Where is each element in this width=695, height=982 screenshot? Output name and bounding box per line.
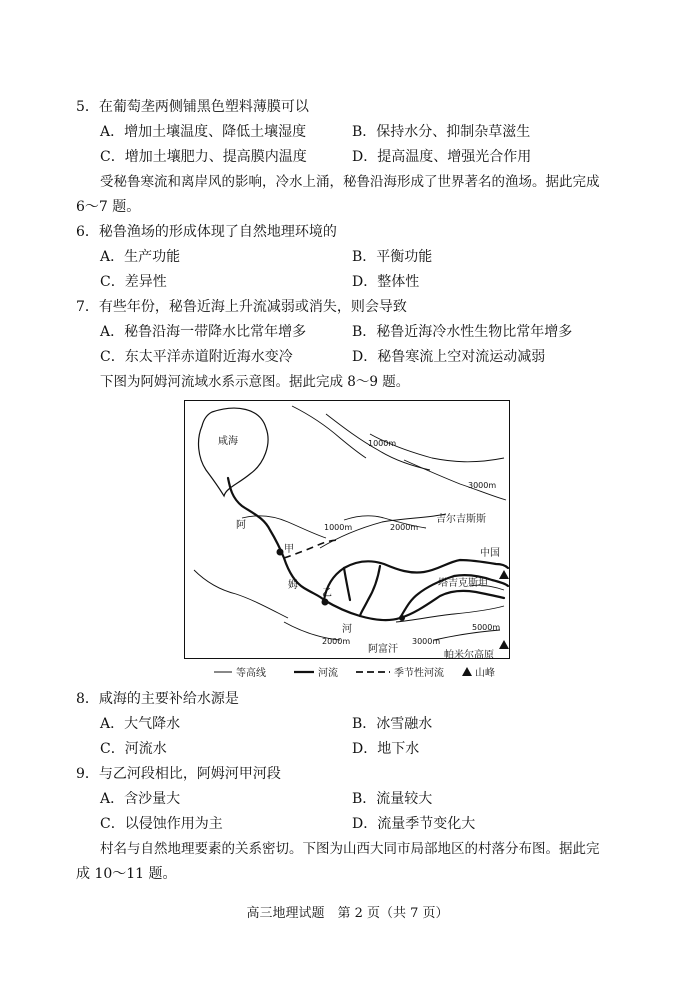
label-contour-3000-north: 3000m [468, 481, 497, 490]
q7-option-d: D．秘鲁寒流上空对流运动减弱 [352, 349, 546, 365]
intro-10-11-line2: 成 10～11 题。 [76, 866, 177, 882]
q6-option-a: A．生产功能 [100, 249, 181, 265]
legend-river-label: 河流 [318, 668, 338, 679]
label-contour-2000-mid: 2000m [390, 523, 419, 532]
label-kyrgyzstan: 吉尔吉斯斯 [436, 514, 486, 525]
q5-stem: 5．在葡萄垄两侧铺黑色塑料薄膜可以 [76, 99, 309, 115]
legend-contour-label: 等高线 [236, 668, 266, 679]
label-contour-1000-north: 1000m [368, 439, 397, 448]
point-jia-marker [277, 549, 284, 556]
label-contour-1000-mid: 1000m [324, 523, 353, 532]
q6-option-b: B．平衡功能 [352, 249, 433, 265]
label-contour-2000-south: 2000m [322, 637, 351, 646]
intro-6-7-line2: 6～7 题。 [76, 199, 141, 215]
legend-peak-icon [462, 667, 472, 676]
q5-option-c: C．增加土壤肥力、提高膜内温度 [100, 149, 307, 165]
label-river-a: 阿 [236, 520, 246, 531]
q8-stem: 8．咸海的主要补给水源是 [76, 691, 239, 707]
intro-10-11-line1: 村名与自然地理要素的关系密切。下图为山西大同市局部地区的村落分布图。据此完 [100, 841, 600, 857]
q8-option-d: D．地下水 [352, 741, 420, 757]
legend-peak-label: 山峰 [475, 668, 495, 679]
point-yi-marker [322, 599, 329, 606]
q6-option-d: D．整体性 [352, 274, 420, 290]
label-tajikistan: 塔吉克斯坦 [438, 578, 488, 589]
amu-darya-basin-map [184, 400, 510, 685]
label-afghanistan: 阿富汗 [368, 644, 398, 655]
q9-option-b: B．流量较大 [352, 791, 433, 807]
page-footer: 高三地理试题 第 2 页（共 7 页） [246, 906, 449, 921]
q9-option-a: A．含沙量大 [100, 791, 181, 807]
label-point-yi: 乙 [322, 588, 332, 599]
label-pamir: 帕米尔高原 [444, 650, 494, 661]
q9-option-c: C．以侵蚀作用为主 [100, 816, 223, 832]
q8-option-a: A．大气降水 [100, 716, 181, 732]
label-contour-3000-south: 3000m [412, 637, 441, 646]
intro-6-7-line1: 受秘鲁寒流和离岸风的影响，冷水上涌，秘鲁沿海形成了世界著名的渔场。据此完成 [100, 174, 600, 190]
label-river-mu: 姆 [288, 580, 298, 591]
label-contour-5000: 5000m [472, 623, 501, 632]
q9-option-d: D．流量季节变化大 [352, 816, 476, 832]
q8-option-c: C．河流水 [100, 741, 167, 757]
q5-option-b: B．保持水分、抑制杂草滋生 [352, 124, 531, 140]
q7-option-b: B．秘鲁近海冷水性生物比常年增多 [352, 324, 573, 340]
label-china: 中国 [480, 548, 500, 559]
intro-8-9: 下图为阿姆河流域水系示意图。据此完成 8～9 题。 [100, 374, 410, 390]
legend-seasonal-label: 季节性河流 [394, 668, 444, 679]
q7-option-c: C．东太平洋赤道附近海水变冷 [100, 349, 293, 365]
q7-option-a: A．秘鲁沿海一带降水比常年增多 [100, 324, 307, 340]
q5-option-a: A．增加土壤温度、降低土壤湿度 [100, 124, 307, 140]
q6-stem: 6．秘鲁渔场的形成体现了自然地理环境的 [76, 224, 337, 240]
q7-stem: 7．有些年份，秘鲁近海上升流减弱或消失，则会导致 [76, 299, 407, 315]
q9-stem: 9．与乙河段相比，阿姆河甲河段 [76, 766, 281, 782]
q5-option-d: D．提高温度、增强光合作用 [352, 149, 532, 165]
label-aral-sea: 咸海 [218, 436, 238, 447]
label-river-he: 河 [342, 624, 352, 635]
q8-option-b: B．冰雪融水 [352, 716, 433, 732]
label-point-jia: 甲 [284, 544, 294, 555]
afghan-marker [399, 615, 405, 621]
map-legend [214, 666, 495, 679]
q6-option-c: C．差异性 [100, 274, 167, 290]
